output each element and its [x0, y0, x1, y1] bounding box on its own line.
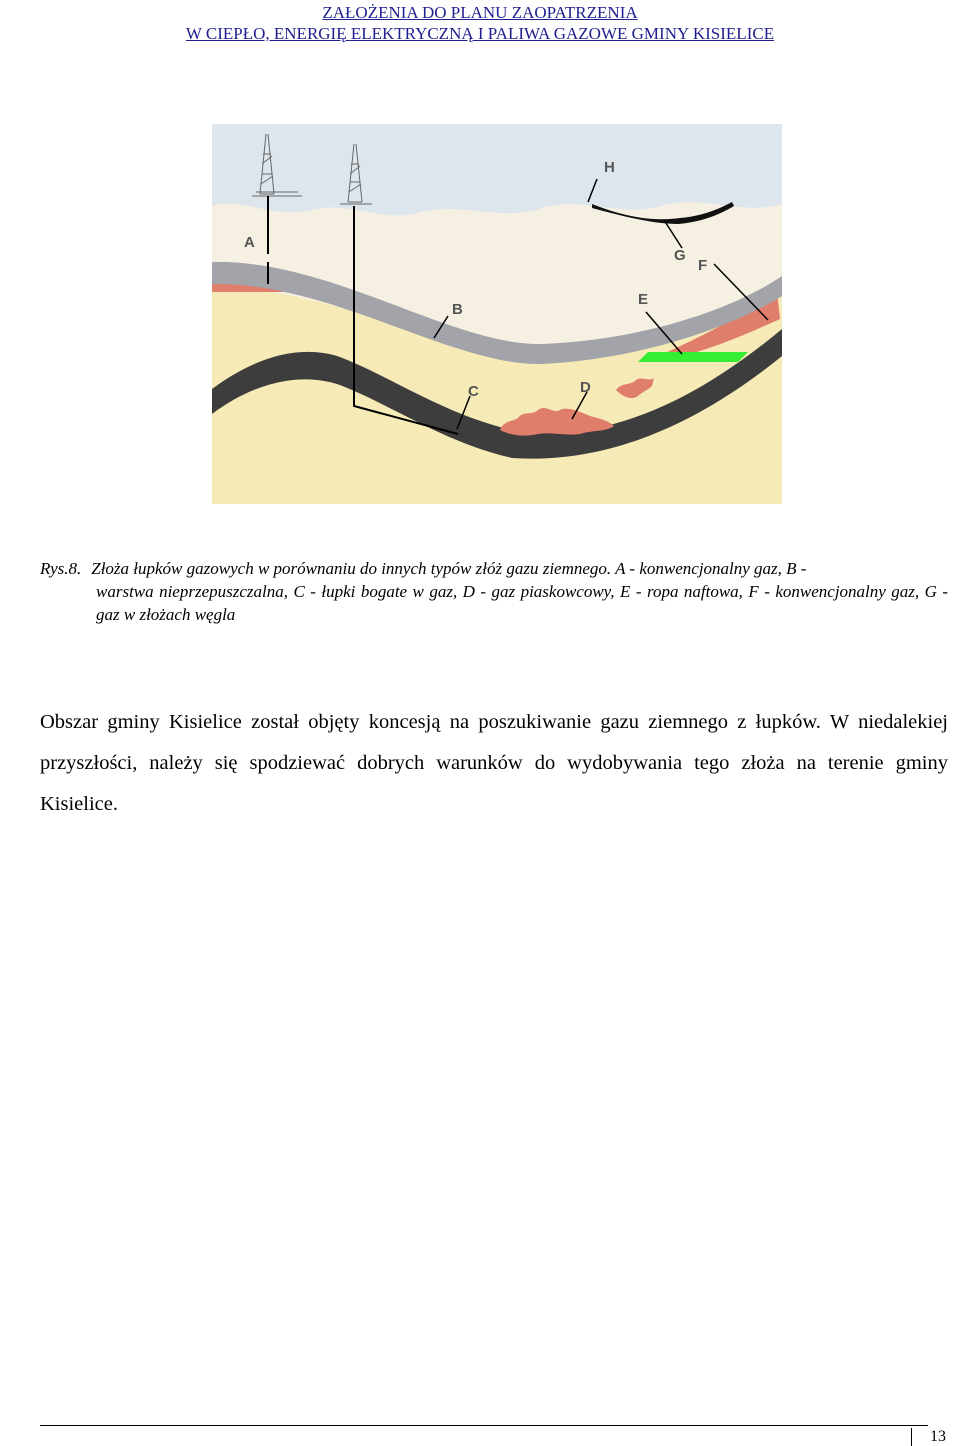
body-paragraph: Obszar gminy Kisielice został objęty koncesją na poszukiwanie gazu ziemnego z łupków. W niedalekiej przyszłości, należy się spodziewać dobrych warunków do wydobywania tego złoża na terenie gminy Kisielice. — [40, 711, 948, 815]
footer-rule — [40, 1425, 928, 1426]
header-title-line-2: W CIEPŁO, ENERGIĘ ELEKTRYCZNĄ I PALIWA GAZOWE GMINY KISIELICE — [185, 24, 775, 43]
geology-cross-section — [212, 124, 782, 504]
label-f: F — [698, 257, 708, 274]
figure-number: Rys.8. — [40, 559, 82, 578]
label-c: C — [468, 383, 479, 400]
oil-layer-e — [638, 352, 748, 362]
label-d: D — [580, 379, 591, 396]
page-header — [0, 2, 960, 44]
header-title-line-1: ZAŁOŻENIA DO PLANU ZAOPATRZENIA — [322, 3, 638, 22]
geology-figure — [212, 124, 782, 504]
caption-text-first: Złoża łupków gazowych w porównaniu do innych typów złóż gazu ziemnego. A - konwencjonalny gaz, B - — [91, 559, 807, 578]
label-h: H — [604, 159, 615, 176]
label-a: A — [244, 234, 255, 251]
label-b: B — [452, 301, 463, 318]
label-g: G — [674, 247, 686, 264]
label-e: E — [638, 291, 649, 308]
figure-caption — [40, 557, 948, 626]
caption-text-rest: warstwa nieprzepuszczalna, C - łupki bogate w gaz, D - gaz piaskowcowy, E - ropa naftowa, F - konwencjonalny gaz, G - gaz w złożach węgla — [96, 582, 948, 624]
page-number: 13 — [911, 1428, 946, 1446]
